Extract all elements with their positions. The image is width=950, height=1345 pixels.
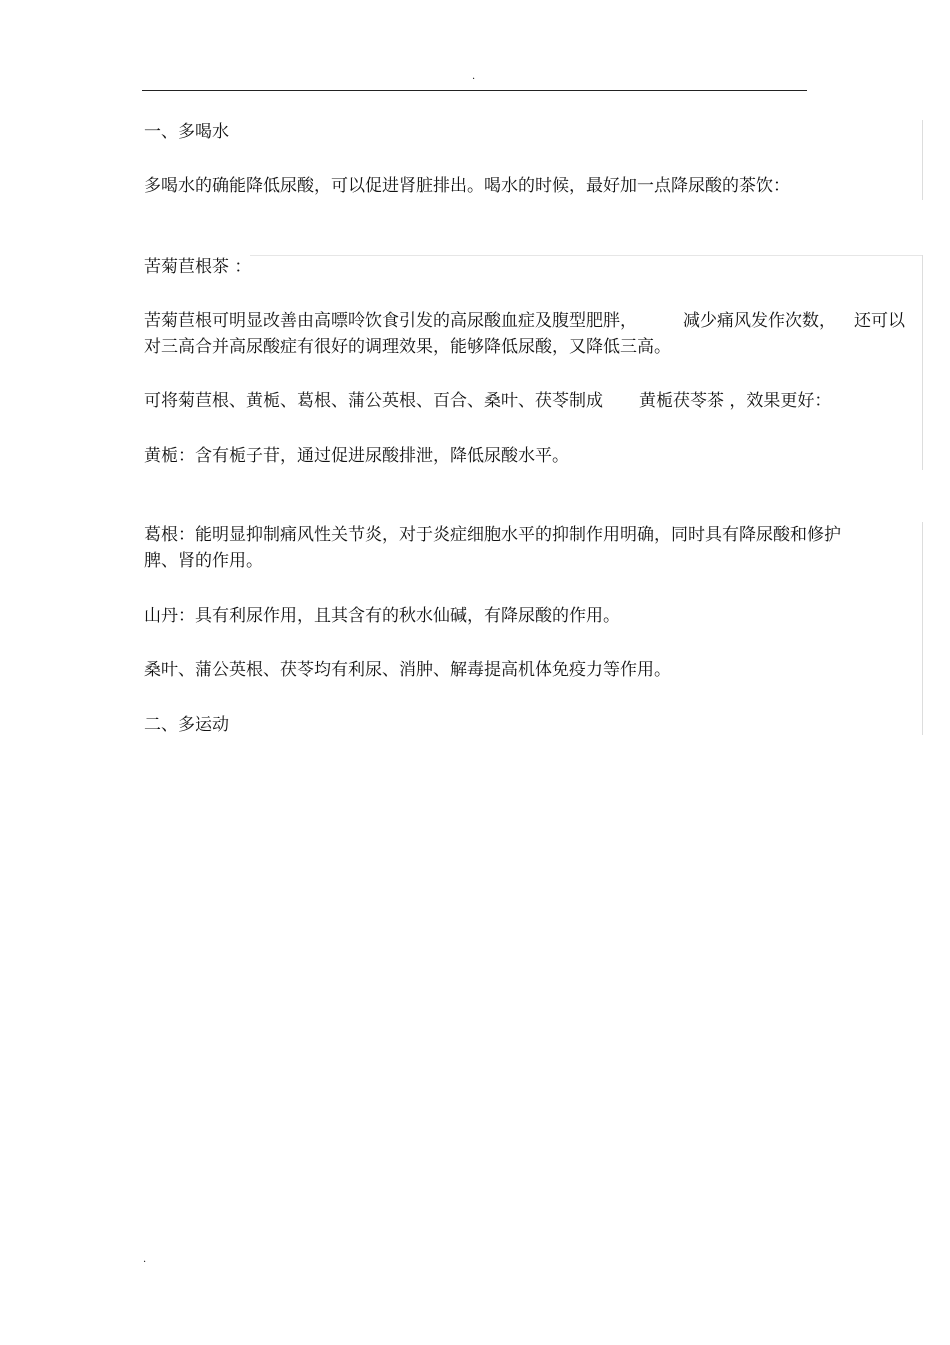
paragraph-huangzhi: 黄栀：含有栀子苷，通过促进尿酸排泄，降低尿酸水平。 <box>144 446 569 466</box>
header-rule <box>142 90 807 91</box>
paragraph-tea-line2: 对三高合并高尿酸症有很好的调理效果，能够降低尿酸，又降低三高。 <box>144 337 671 357</box>
tea-line1-part2: 减少痛风发作次数， <box>683 311 836 331</box>
combo-part2: 黄栀茯苓茶 ，效果更好： <box>639 391 832 411</box>
combo-part1: 可将菊苣根、黄栀、葛根、蒲公英根、百合、桑叶、茯苓制成 <box>144 391 603 411</box>
box-top-rule <box>250 255 922 256</box>
margin-rule <box>922 120 923 200</box>
paragraph-sangye: 桑叶、蒲公英根、茯苓均有利尿、消肿、解毒提高机体免疫力等作用。 <box>144 660 671 680</box>
paragraph-combo <box>144 388 831 414</box>
header-mark: . <box>472 71 476 82</box>
margin-rule <box>922 522 923 735</box>
tea-line1-part3: 还可以 <box>854 311 905 331</box>
section-heading-exercise: 二、多运动 <box>144 715 229 735</box>
paragraph-gegen-line2: 脾、肾的作用。 <box>144 551 263 571</box>
footer-mark: . <box>143 1254 147 1265</box>
tea-line1-part1: 苦菊苣根可明显改善由高嘌呤饮食引发的高尿酸血症及腹型肥胖， <box>144 311 637 331</box>
tea-title: 苦菊苣根茶 ： <box>144 257 252 277</box>
paragraph-water-intro: 多喝水的确能降低尿酸，可以促进肾脏排出。喝水的时候，最好加一点降尿酸的茶饮： <box>144 176 790 196</box>
paragraph-shandan: 山丹：具有利尿作用，且其含有的秋水仙碱，有降尿酸的作用。 <box>144 606 620 626</box>
paragraph-tea-line1 <box>144 308 905 334</box>
section-heading-water: 一、多喝水 <box>144 122 229 142</box>
paragraph-gegen-line1: 葛根：能明显抑制痛风性关节炎，对于炎症细胞水平的抑制作用明确，同时具有降尿酸和修护 <box>144 525 841 545</box>
margin-rule <box>922 255 923 470</box>
